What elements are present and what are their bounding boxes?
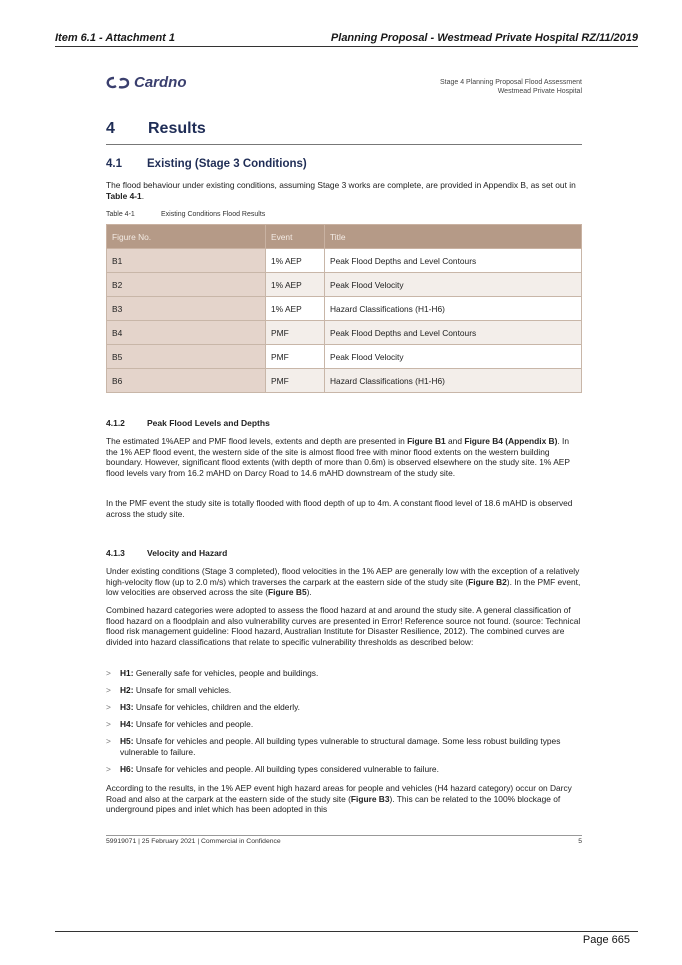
table-row <box>107 345 582 369</box>
proposal-title: Planning Proposal - Westmead Private Hospital RZ/11/2019 <box>330 32 638 44</box>
attachment-label: Item 6.1 - Attachment 1 <box>55 32 176 44</box>
header-line-2: Westmead Private Hospital <box>497 88 582 95</box>
subsection-title: Existing (Stage 3 Conditions) <box>147 158 307 170</box>
hazard-description: Unsafe for small vehicles. <box>133 684 232 695</box>
header-figure: Figure No. <box>107 225 266 249</box>
caption-number: Table 4-1 <box>106 211 135 218</box>
text: Under existing conditions (Stage 3 completed), flood velocities in the 1% AEP are generally low with the exception of a relatively high-velocity flow (up to 2.0 m/s) which traverses the carpark at the eastern side of the study site ( <box>106 566 580 587</box>
subsection-number: 4.1 <box>106 158 122 170</box>
cell-figure: B1 <box>107 249 266 273</box>
table-header-row <box>107 225 582 249</box>
peak-levels-paragraph <box>106 436 582 478</box>
bullet-chevron-icon: > <box>106 701 111 712</box>
text: According to the results, in the 1% AEP event high hazard areas for people and vehicles (H4 hazard category) occur on Darcy Road and also at the carpark at the eastern side of the study site ( <box>106 783 572 804</box>
text: ). In the PMF event, low velocities are observed across the site ( <box>106 576 581 598</box>
table-row <box>107 369 582 393</box>
list-item <box>106 668 582 679</box>
caption-title: Existing Conditions Flood Results <box>161 211 266 218</box>
hazard-description: Unsafe for vehicles and people. <box>133 718 254 729</box>
bullet-chevron-icon: > <box>106 763 111 774</box>
hazard-code: H1: <box>120 668 134 678</box>
hazard-code: H4: <box>120 718 134 729</box>
cell-event: 1% AEP <box>266 297 325 321</box>
hazard-description: Unsafe for vehicles and people. All building types vulnerable to structural damage. Some less robust building types vulnerable to failure. <box>120 735 561 757</box>
cell-event: 1% AEP <box>266 249 325 273</box>
hazard-code: H2: <box>120 684 134 695</box>
heading-number: 4.1.2 <box>106 418 125 428</box>
results-table <box>106 224 582 393</box>
hazard-description: Unsafe for vehicles, children and the elderly. <box>133 701 301 712</box>
section-rule <box>106 144 582 145</box>
hazard-code: H3: <box>120 701 134 712</box>
cell-title: Peak Flood Velocity <box>325 345 582 369</box>
table-caption <box>106 211 265 218</box>
list-item <box>106 764 582 775</box>
bullet-chevron-icon: > <box>106 718 111 729</box>
hazard-code: H6: <box>120 763 134 774</box>
top-rule <box>55 46 638 47</box>
velocity-paragraph <box>106 566 582 598</box>
bottom-rule <box>55 931 638 932</box>
figure-reference: Figure B4 (Appendix B) <box>464 436 558 446</box>
table-row <box>107 297 582 321</box>
heading-number: 4.1.3 <box>106 548 125 558</box>
table-row <box>107 273 582 297</box>
hazard-paragraph: Combined hazard categories were adopted to assess the flood hazard at and around the study site. A general classification of flood hazard on a floodplain and also vulnerability curves are presented in Error! Reference source not found. (source: Technical flood risk management guideline: Flood hazard, Australian Institute for Disaster Resilience, 2012). The combined curves are divided into hazard classifications that relate to specific vulnerability thresholds as described below: <box>106 605 581 647</box>
bullet-chevron-icon: > <box>106 684 111 695</box>
cell-title: Hazard Classifications (H1-H6) <box>325 297 582 321</box>
footer-text: 59919071 | 25 February 2021 | Commercial in Confidence <box>106 838 281 845</box>
header-title: Title <box>325 225 582 249</box>
cell-event: PMF <box>266 321 325 345</box>
figure-reference: Figure B5 <box>268 587 307 598</box>
text: ). This can be related to the 100% blockage of underground pipes and inlet which has been adopted in this <box>106 793 561 815</box>
cell-event: 1% AEP <box>266 273 325 297</box>
hazard-code: H5: <box>120 735 134 746</box>
bullet-chevron-icon: > <box>106 668 111 678</box>
cardno-logo <box>106 74 187 91</box>
intro-text: The flood behaviour under existing conditions, assuming Stage 3 works are complete, are provided in Appendix B, as set out in <box>106 180 576 190</box>
table-row <box>107 249 582 273</box>
table-row <box>107 321 582 345</box>
intro-end: . <box>141 190 145 201</box>
text: The estimated 1%AEP and PMF flood levels, extents and depth are presented in <box>106 436 408 446</box>
figure-reference: Figure B3 <box>350 793 390 804</box>
heading-title: Peak Flood Levels and Depths <box>147 418 270 428</box>
logo-text: Cardno <box>134 74 187 91</box>
footer-page-number: 5 <box>578 838 582 845</box>
cell-figure: B6 <box>107 369 266 393</box>
header-event: Event <box>266 225 325 249</box>
intro-paragraph <box>106 180 582 201</box>
figure-reference: Figure B1 <box>407 436 446 446</box>
text: . In the 1% AEP flood event, the western side of the site is almost flood free with minor flood extents on the western building boundary. However, significant flood extents (with depth of more than 0.6m) is observed elsewhere on the study site. 1% AEP flood levels vary from 16.2 mAHD on Darcy Road to 14.6 mAHD downstream of the study site. <box>106 436 570 478</box>
cell-event: PMF <box>266 345 325 369</box>
hazard-description: Generally safe for vehicles, people and buildings. <box>133 668 319 678</box>
cell-figure: B5 <box>107 345 266 369</box>
results-paragraph <box>106 783 582 815</box>
cell-title: Hazard Classifications (H1-H6) <box>325 369 582 393</box>
hazard-description: Unsafe for vehicles and people. All building types considered vulnerable to failure. <box>133 763 439 774</box>
text: ). <box>306 587 312 598</box>
cell-title: Peak Flood Depths and Level Contours <box>325 321 582 345</box>
footer-rule <box>106 835 582 836</box>
section-heading <box>106 120 206 138</box>
cell-title: Peak Flood Velocity <box>325 273 582 297</box>
list-item <box>106 702 582 713</box>
figure-reference: Figure B2 <box>468 576 507 587</box>
list-item <box>106 736 582 757</box>
cell-title: Peak Flood Depths and Level Contours <box>325 249 582 273</box>
section-number: 4 <box>106 120 115 137</box>
cell-figure: B4 <box>107 321 266 345</box>
list-item <box>106 719 582 730</box>
document-footer <box>106 838 582 845</box>
section-title: Results <box>148 120 206 137</box>
pmf-paragraph: In the PMF event the study site is totally flooded with flood depth of up to 4m. A constant flood level of 18.6 mAHD is observed across the study site. <box>106 498 573 519</box>
bullet-chevron-icon: > <box>106 735 111 746</box>
subsection-heading <box>106 158 307 170</box>
cardno-logo-icon <box>106 76 130 90</box>
list-item <box>106 685 582 696</box>
document-header <box>440 78 582 96</box>
cell-event: PMF <box>266 369 325 393</box>
cell-figure: B2 <box>107 273 266 297</box>
heading-title: Velocity and Hazard <box>147 548 228 558</box>
cell-figure: B3 <box>107 297 266 321</box>
table-reference: Table 4-1 <box>106 190 142 201</box>
text: and <box>445 436 465 446</box>
hazard-list <box>106 668 582 781</box>
velocity-hazard-heading <box>106 548 227 558</box>
header-line-1: Stage 4 Planning Proposal Flood Assessment <box>439 79 582 86</box>
peak-levels-heading <box>106 418 270 428</box>
page-number: Page 665 <box>582 934 630 946</box>
